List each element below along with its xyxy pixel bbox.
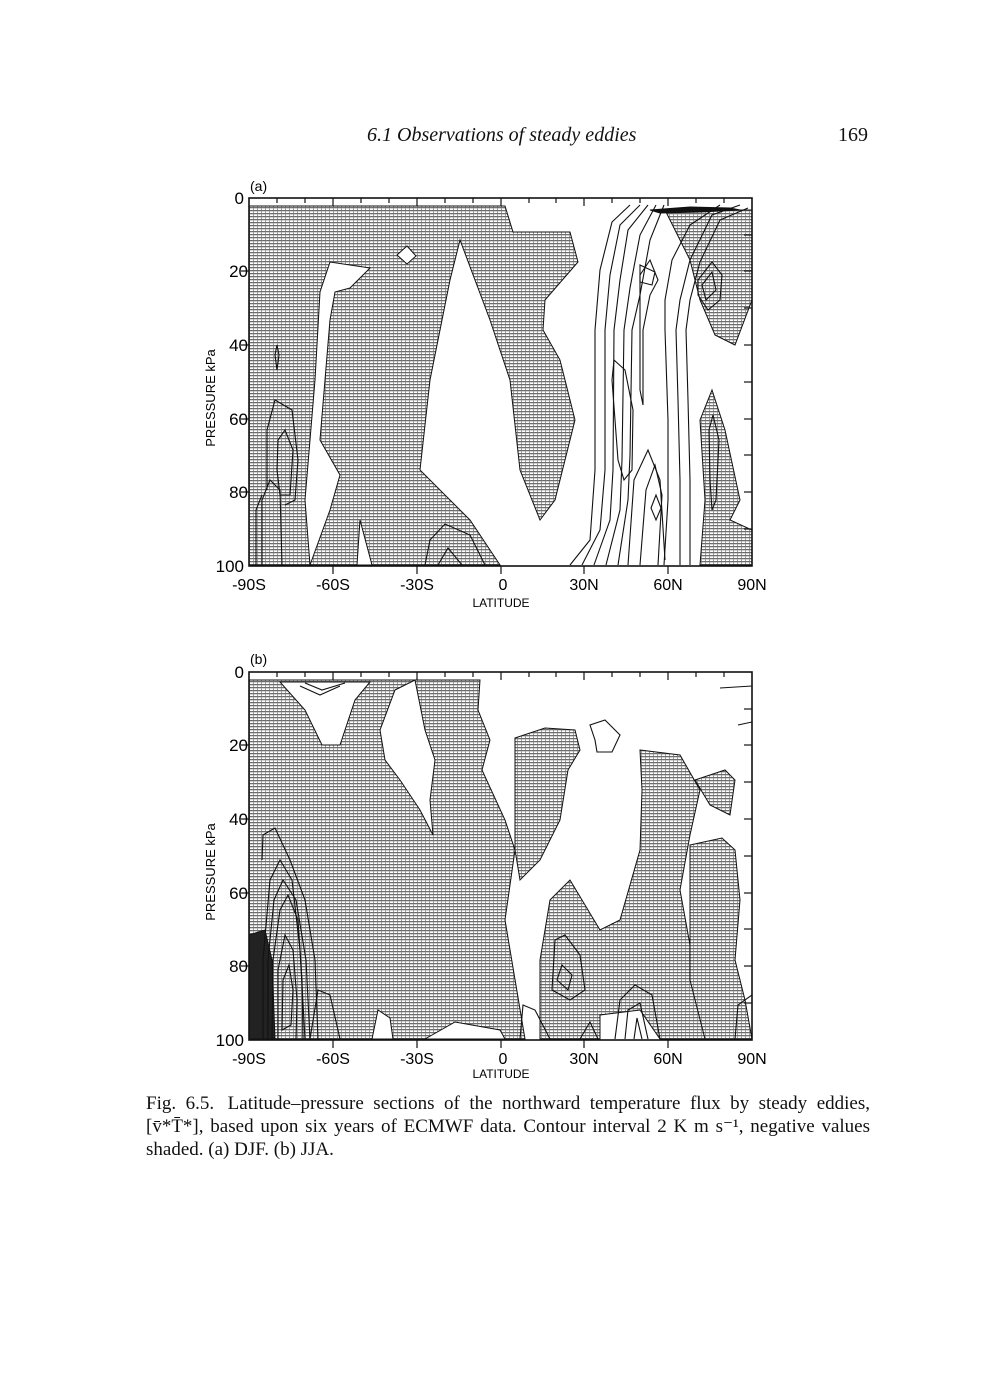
y-tick-label: 60 xyxy=(229,410,248,429)
contour-line xyxy=(590,720,620,752)
panel-a-shading xyxy=(249,206,752,565)
y-tick-label: 100 xyxy=(215,1031,244,1050)
y-tick-labels xyxy=(216,663,248,1050)
running-title: 6.1 Observations of steady eddies xyxy=(367,124,637,146)
negative-region xyxy=(695,770,735,815)
x-axis-label: LATITUDE xyxy=(472,1067,530,1080)
negative-region xyxy=(690,838,752,1039)
contour-line xyxy=(640,465,662,565)
x-tick-label: -30S xyxy=(400,1051,434,1068)
y-tick-label: 80 xyxy=(229,957,248,976)
panel-b-shading xyxy=(249,680,752,1039)
y-tick-label: 0 xyxy=(234,663,244,682)
y-tick-label: 40 xyxy=(229,810,248,829)
x-tick-label: 0 xyxy=(498,577,508,594)
x-tick-label: 0 xyxy=(498,1051,508,1068)
negative-region xyxy=(700,390,752,565)
panel-label: (a) xyxy=(250,178,268,194)
y-tick-label: 20 xyxy=(229,262,248,281)
x-tick-labels xyxy=(232,577,767,594)
x-tick-label: -60S xyxy=(316,1051,350,1068)
contour-line xyxy=(570,205,630,565)
y-tick-label: 100 xyxy=(215,557,244,576)
y-tick-label: 80 xyxy=(229,483,248,502)
contour-line xyxy=(618,205,664,565)
y-tick-labels xyxy=(216,189,248,576)
contour-line xyxy=(738,722,752,725)
x-tick-labels xyxy=(232,1051,767,1068)
caption-label: Fig. 6.5. xyxy=(146,1093,215,1114)
y-tick-label: 0 xyxy=(234,189,244,208)
y-tick-label: 40 xyxy=(229,336,248,355)
x-tick-label: 90N xyxy=(737,577,767,594)
x-tick-label: -30S xyxy=(400,577,434,594)
figure-caption xyxy=(146,1092,870,1161)
caption-text: Latitude–pressure sections of the northward temperature flux by steady eddies, [v̄*T̄*], based upon six years of ECMWF data. Contour interval 2 K m s⁻¹, negative values shaded. (a) DJF. (b) JJA. xyxy=(146,1093,870,1160)
x-tick-label: 30N xyxy=(569,1051,599,1068)
x-tick-label: -90S xyxy=(232,577,266,594)
y-axis-label: PRESSURE kPa xyxy=(203,823,218,921)
negative-region xyxy=(665,210,752,345)
contour-line xyxy=(651,495,661,520)
contour-line xyxy=(634,1018,642,1039)
x-tick-label: 30N xyxy=(569,577,599,594)
x-tick-label: 90N xyxy=(737,1051,767,1068)
panel-label: (b) xyxy=(250,651,268,667)
panel-a xyxy=(203,178,767,610)
negative-region xyxy=(249,206,578,565)
x-tick-label: 60N xyxy=(653,1051,683,1068)
contour-line xyxy=(720,686,752,688)
y-axis-label: PRESSURE kPa xyxy=(203,349,218,447)
x-tick-label: -90S xyxy=(232,1051,266,1068)
x-tick-label: -60S xyxy=(316,577,350,594)
negative-region xyxy=(515,728,580,880)
x-tick-label: 60N xyxy=(653,577,683,594)
page-number: 169 xyxy=(838,124,868,146)
y-tick-label: 60 xyxy=(229,884,248,903)
panel-b xyxy=(203,651,767,1080)
y-tick-label: 20 xyxy=(229,736,248,755)
x-axis-label: LATITUDE xyxy=(472,596,530,610)
